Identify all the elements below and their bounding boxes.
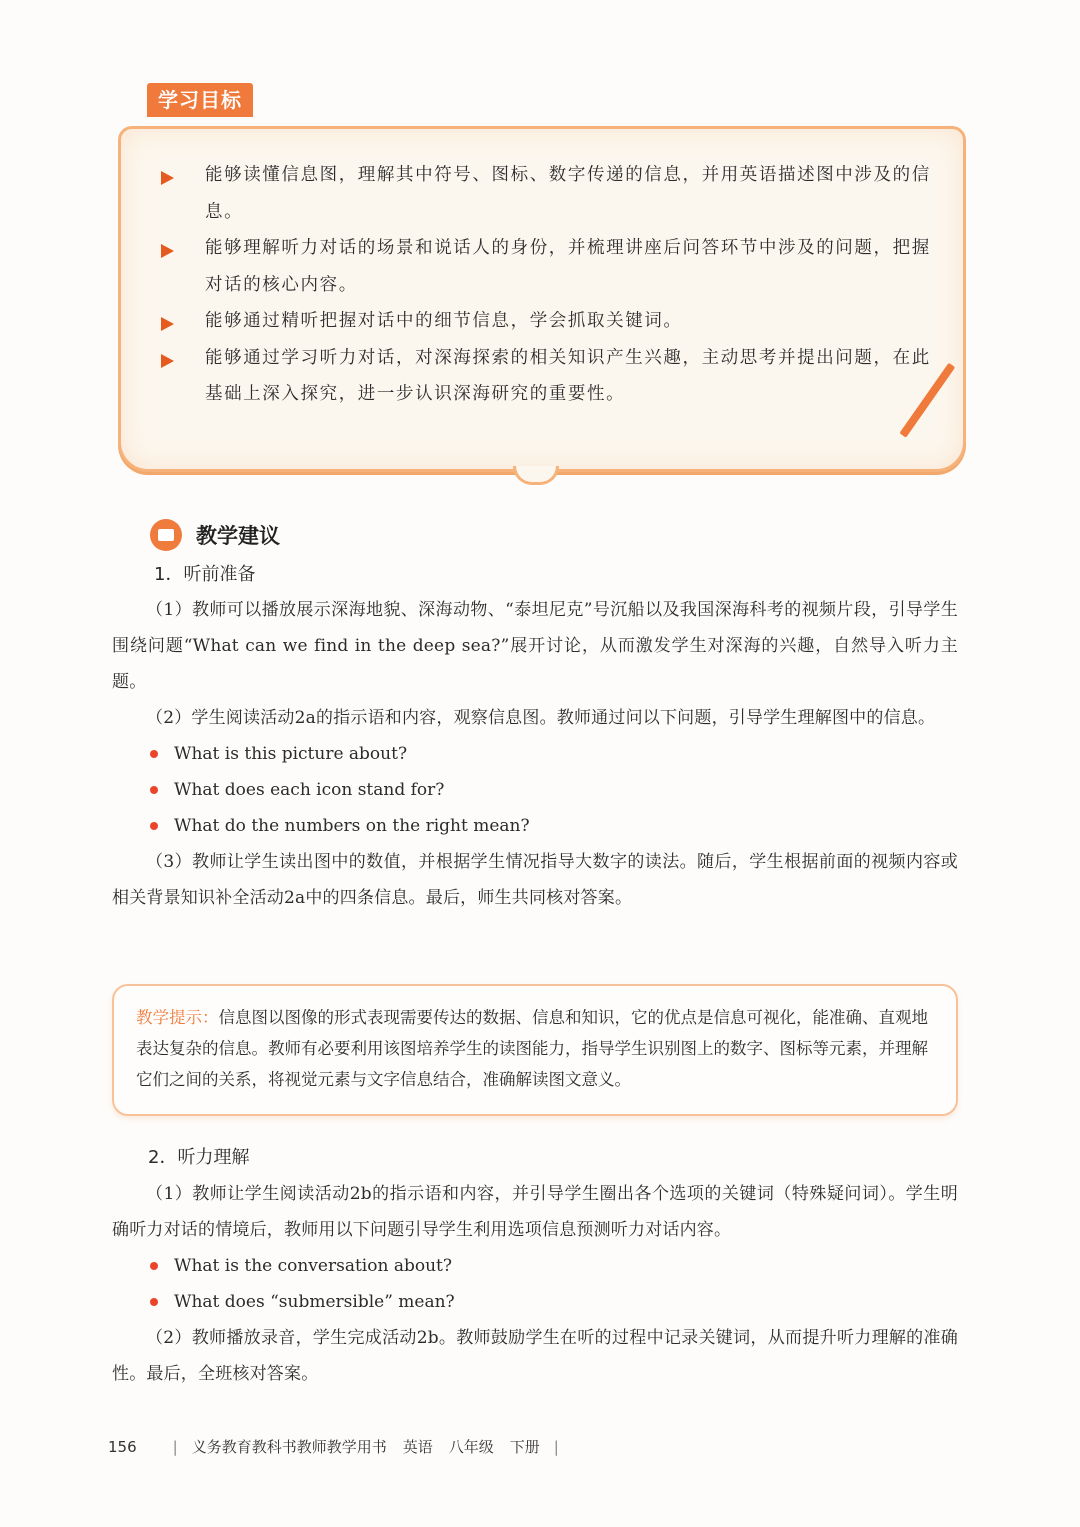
list-item: What do the numbers on the right mean? xyxy=(150,808,958,844)
goal-list xyxy=(161,157,931,413)
goal-item: 能够通过学习听力对话，对深海探索的相关知识产生兴趣，主动思考并提出问题，在此基础上深入探究，进一步认识深海研究的重要性。 xyxy=(161,340,931,413)
bullet-dot-icon xyxy=(150,1262,158,1270)
divider: | xyxy=(553,1437,559,1456)
learning-goals-box xyxy=(118,126,966,472)
arrow-bullet-icon xyxy=(161,244,174,258)
paragraph: （2）学生阅读活动2a的指示语和内容，观察信息图。教师通过问以下问题，引导学生理解图中的信息。 xyxy=(146,708,936,728)
goal-item: 能够通过精听把握对话中的细节信息，学会抓取关键词。 xyxy=(161,303,931,340)
subject: 英语 xyxy=(402,1438,433,1456)
arrow-bullet-icon xyxy=(161,317,174,331)
bullet-dot-icon xyxy=(150,1298,158,1306)
grade: 八年级 xyxy=(448,1438,494,1456)
goal-item: 能够理解听力对话的场景和说话人的身份，并梳理讲座后问答环节中涉及的问题，把握对话的核心内容。 xyxy=(161,230,931,303)
tip-label: 教学提示： xyxy=(136,1008,219,1027)
teaching-tip-box xyxy=(112,984,958,1116)
question-list xyxy=(112,1248,958,1320)
list-item: What is the conversation about? xyxy=(150,1248,958,1284)
learning-goals-tab: 学习目标 xyxy=(147,83,253,117)
speech-bubble-icon xyxy=(150,519,182,551)
section-title: 教学建议 xyxy=(196,524,280,548)
bullet-dot-icon xyxy=(150,750,158,758)
part1 xyxy=(112,558,958,916)
bullet-dot-icon xyxy=(150,786,158,794)
page-number: 156 xyxy=(108,1437,137,1456)
list-item: What does each icon stand for? xyxy=(150,772,958,808)
list-item: What is this picture about? xyxy=(150,736,958,772)
part2 xyxy=(112,1140,958,1392)
part1-heading: 1．听前准备 xyxy=(154,564,256,585)
bullet-dot-icon xyxy=(150,822,158,830)
question-list xyxy=(112,736,958,844)
paragraph: （1）教师让学生阅读活动2b的指示语和内容，并引导学生圈出各个选项的关键词（特殊疑问词）。学生明确听力对话的情境后，教师用以下问题引导学生利用选项信息预测听力对话内容。 xyxy=(112,1184,958,1240)
goal-item: 能够读懂信息图，理解其中符号、图标、数字传递的信息，并用英语描述图中涉及的信息。 xyxy=(161,157,931,230)
paragraph: （2）教师播放录音，学生完成活动2b。教师鼓励学生在听的过程中记录关键词，从而提升听力理解的准确性。最后，全班核对答案。 xyxy=(112,1328,958,1384)
volume: 下册 xyxy=(509,1438,540,1456)
page-footer xyxy=(108,1436,573,1457)
paragraph: （3）教师让学生读出图中的数值，并根据学生情况指导大数字的读法。随后，学生根据前面的视频内容或相关背景知识补全活动2a中的四条信息。最后，师生共同核对答案。 xyxy=(112,852,958,908)
part2-heading: 2．听力理解 xyxy=(148,1147,250,1168)
tip-text: 教学提示：信息图以图像的形式表现需要传达的数据、信息和知识，它的优点是信息可视化，能准确、直观地表达复杂的信息。教师有必要利用该图培养学生的读图能力，指导学生识别图上的数字、图标等元素，并理解它们之间的关系，将视觉元素与文字信息结合，准确解读图文意义。 xyxy=(136,1008,928,1089)
book-title: 义务教育教科书教师教学用书 xyxy=(191,1438,387,1456)
list-item: What does “submersible” mean? xyxy=(150,1284,958,1320)
divider: | xyxy=(172,1437,178,1456)
section-header xyxy=(150,518,280,552)
arrow-bullet-icon xyxy=(161,171,174,185)
arrow-bullet-icon xyxy=(161,354,174,368)
paragraph: （1）教师可以播放展示深海地貌、深海动物、“泰坦尼克”号沉船以及我国深海科考的视频片段，引导学生围绕问题“What can we find in the deep sea?”展开讨论，从而激发学生对深海的兴趣，自然导入听力主题。 xyxy=(112,600,958,692)
